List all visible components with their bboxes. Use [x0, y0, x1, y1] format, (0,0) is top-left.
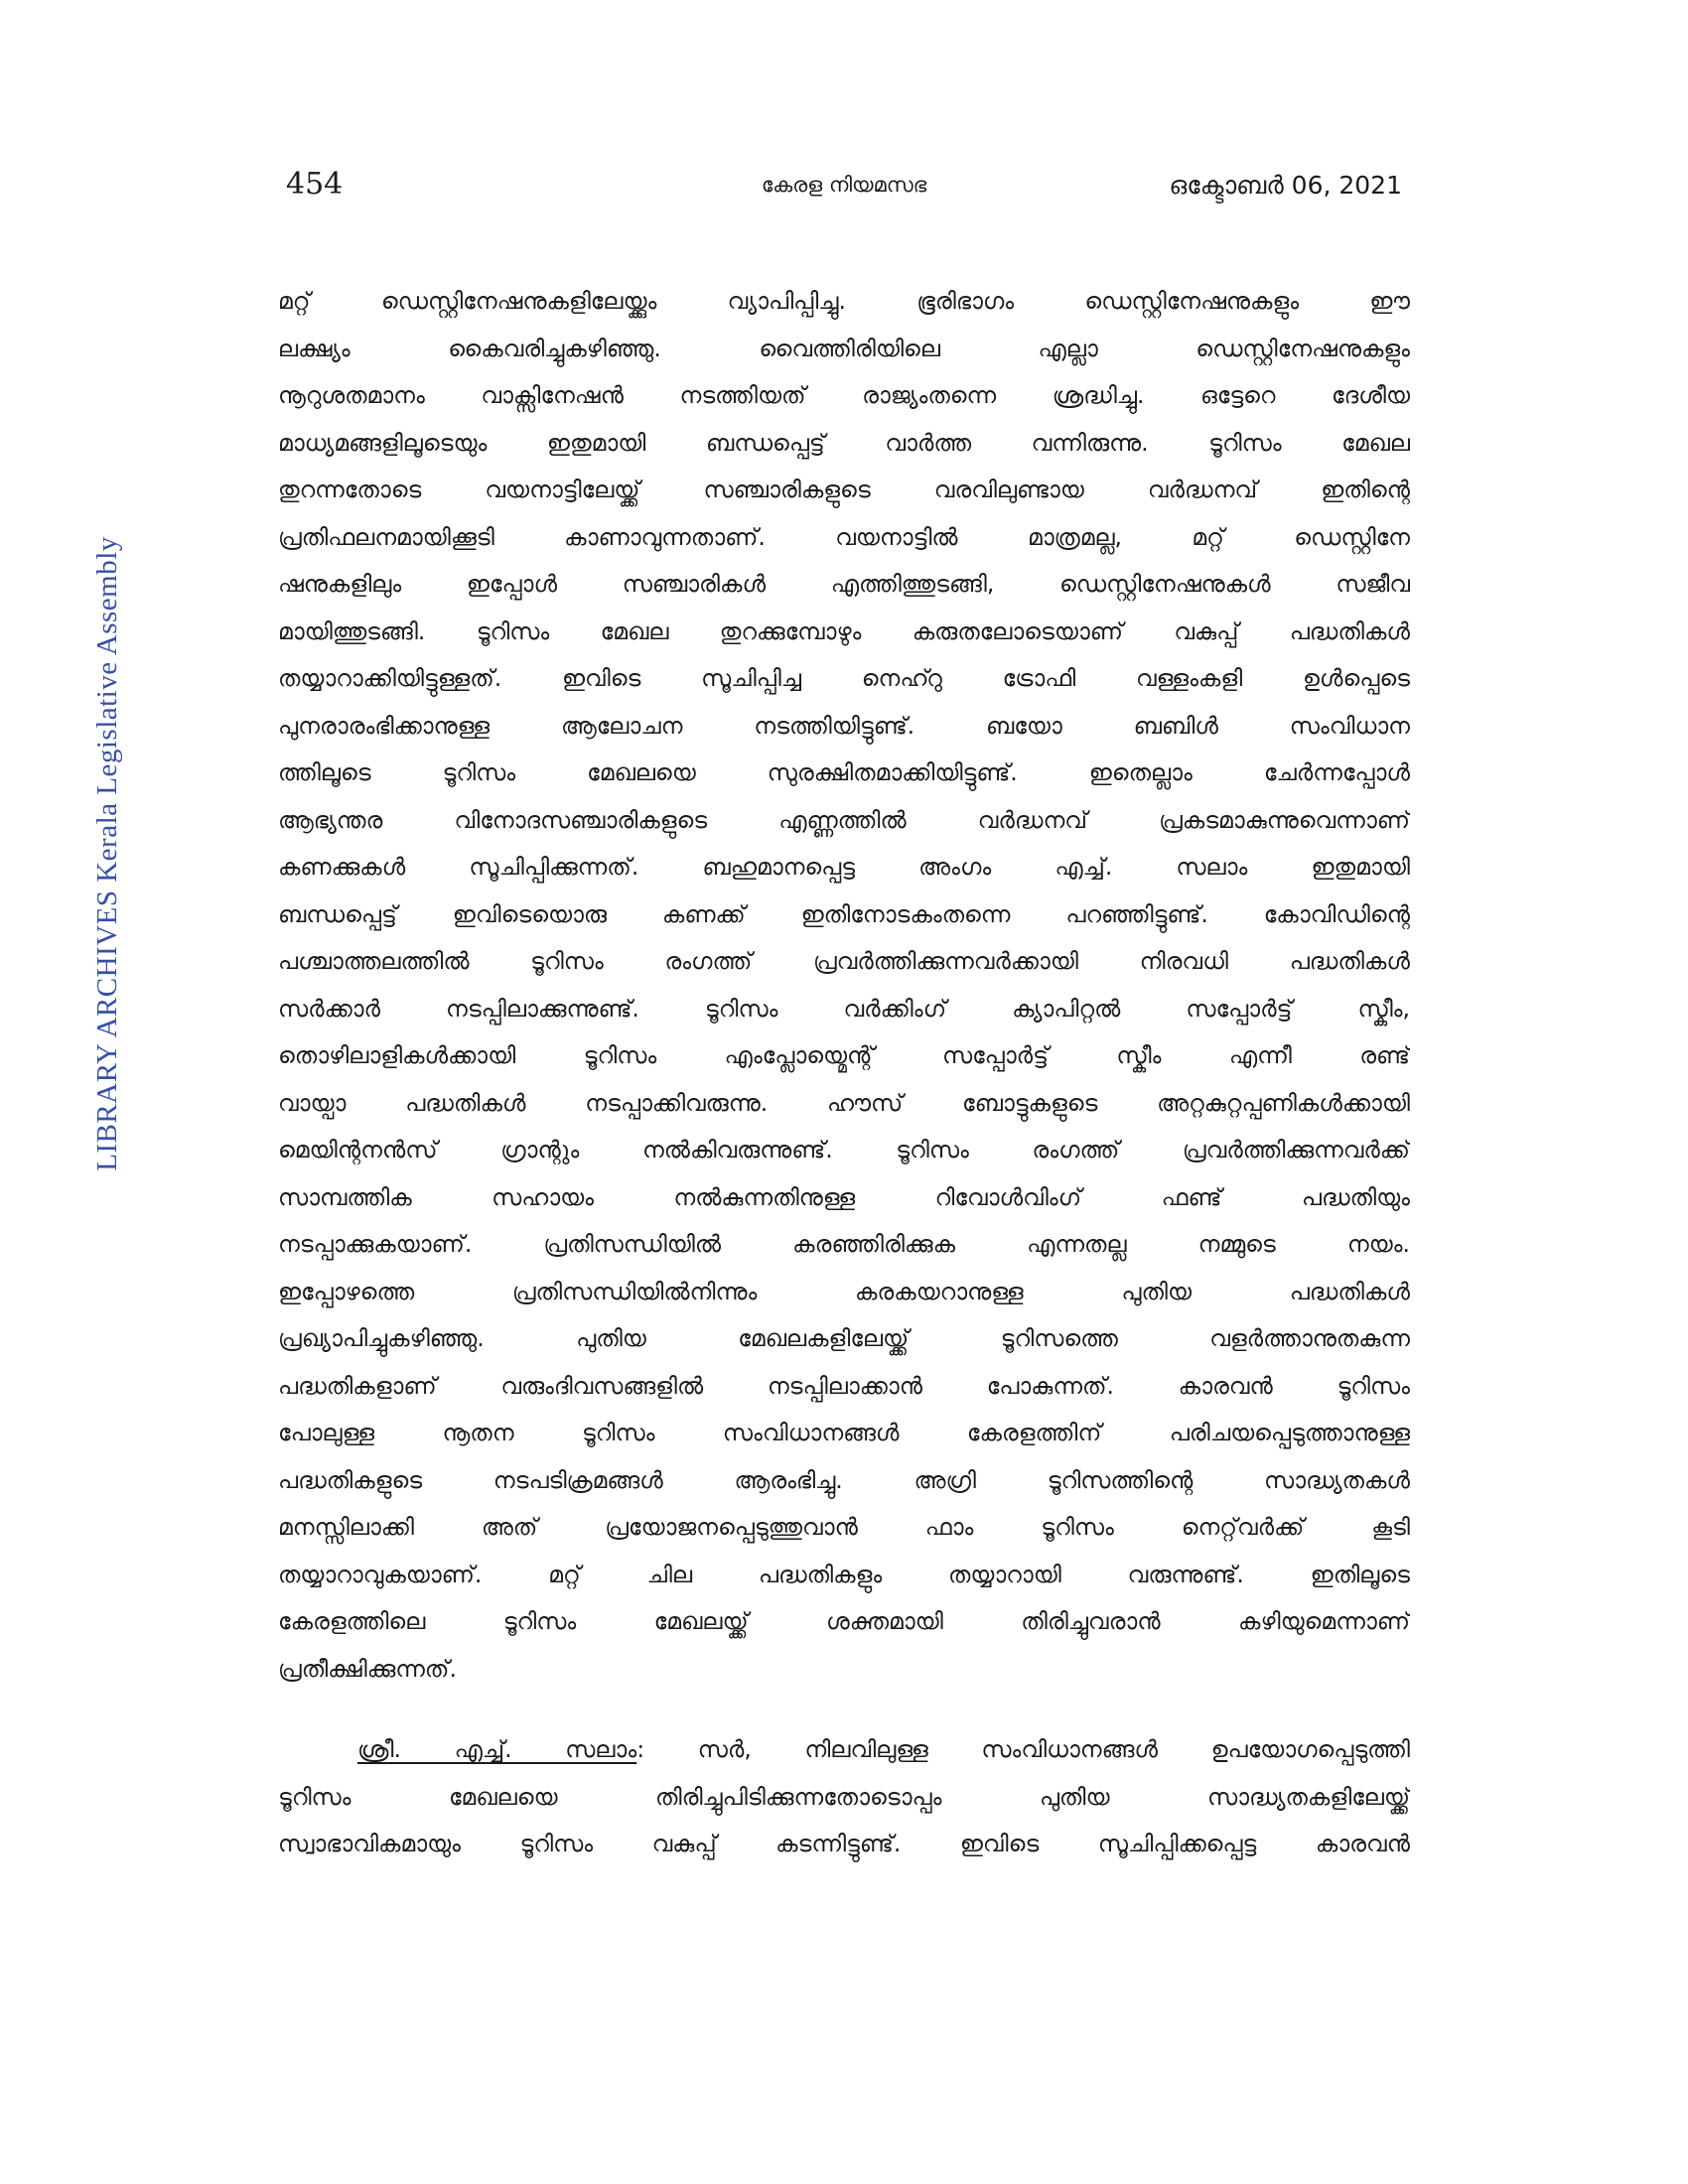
minister-reply-paragraph [278, 278, 1410, 1693]
text-line: പുനരാരംഭിക്കാനുള്ള ആലോചന നടത്തിയിട്ടുണ്ട്. ബയോ ബബിൾ സംവിധാന [278, 711, 1410, 740]
text-line: ഷനുകളിലും ഇപ്പോൾ സഞ്ചാരികൾ എത്തിത്തുടങ്ങി, ഡെസ്റ്റിനേഷനുകൾ സജീവ [278, 570, 1410, 598]
running-title: കേരള നിയമസഭ [761, 173, 927, 197]
text-line: നടപ്പാക്കുകയാണ്. പ്രതിസന്ധിയിൽ കരഞ്ഞിരിക്കുക എന്നതല്ല നമ്മുടെ നയം. [278, 1230, 1410, 1258]
body-text [278, 278, 1410, 1868]
page-date: ഒക്ടോബർ 06, 2021 [1169, 171, 1402, 200]
text-line: തുറന്നതോടെ വയനാട്ടിലേയ്ക്ക് സഞ്ചാരികളുടെ വരവിലുണ്ടായ വർദ്ധനവ് ഇതിന്റെ [278, 476, 1410, 503]
member-question-paragraph [278, 1726, 1410, 1868]
text-line: തയ്യാറാവുകയാണ്. മറ്റ് ചില പദ്ധതികളും തയ്യാറായി വരുന്നുണ്ട്. ഇതിലൂടെ [278, 1560, 1410, 1588]
text-line [278, 1726, 1410, 1774]
text-line: ബന്ധപ്പെട്ട് ഇവിടെയൊരു കണക്ക് ഇതിനോടകംതന്നെ പറഞ്ഞിട്ടുണ്ട്. കോവിഡിന്റെ [278, 899, 1410, 928]
text-line: തൊഴിലാളികൾക്കായി ടൂറിസം എംപ്ലോയ്മെന്റ് സപ്പോർട്ട് സ്കീം എന്നീ രണ്ട് [278, 1041, 1410, 1069]
text-line: മറ്റ് ഡെസ്റ്റിനേഷനുകളിലേയ്ക്കും വ്യാപിപ്പിച്ചു. ഭൂരിഭാഗം ഡെസ്റ്റിനേഷനുകളും ഈ [278, 287, 1410, 315]
text-line: ആഭ്യന്തര വിനോദസഞ്ചാരികളുടെ എണ്ണത്തിൽ വർദ്ധനവ് പ്രകടമാകുന്നുവെന്നാണ് [278, 805, 1410, 834]
text-line: തയ്യാറാക്കിയിട്ടുള്ളത്. ഇവിടെ സൂചിപ്പിച്ച നെഹ്റു ട്രോഫി വള്ളംകളി ഉൾപ്പെടെ [278, 664, 1410, 692]
text-line: സാമ്പത്തിക സഹായം നൽകുന്നതിനുള്ള റിവോൾവിംഗ് ഫണ്ട് പദ്ധതിയും [278, 1182, 1410, 1211]
text-line: കണക്കുകൾ സൂചിപ്പിക്കുന്നത്. ബഹുമാനപ്പെട്ട അംഗം എച്ച്. സലാം ഇതുമായി [278, 853, 1410, 881]
text-line: പ്രതീക്ഷിക്കുന്നത്. [278, 1654, 457, 1683]
text-line: പ്രഖ്യാപിച്ചുകഴിഞ്ഞു. പുതിയ മേഖലകളിലേയ്ക്ക് ടൂറിസത്തെ വളർത്താനുതകുന്ന [278, 1324, 1410, 1352]
text-line: പശ്ചാത്തലത്തിൽ ടൂറിസം രംഗത്ത് പ്രവർത്തിക്കുന്നവർക്കായി നിരവധി പദ്ധതികൾ [278, 947, 1410, 975]
speaker-name: ശ്രീ. എച്ച്. സലാം [357, 1735, 637, 1763]
text-line: ഇപ്പോഴത്തെ പ്രതിസന്ധിയിൽനിന്നും കരകയറാനുള്ള പുതിയ പദ്ധതികൾ [278, 1277, 1410, 1305]
text-line: പദ്ധതികളാണ് വരുംദിവസങ്ങളിൽ നടപ്പിലാക്കാൻ പോകുന്നത്. കാരവൻ ടൂറിസം [278, 1371, 1410, 1400]
archive-watermark: LIBRARY ARCHIVES Kerala Legislative Assembly [91, 536, 123, 1171]
page-number: 454 [286, 167, 344, 202]
speaker-text: : സർ, നിലവിലുള്ള സംവിധാനങ്ങൾ ഉപയോഗപ്പെടുത്തി [636, 1735, 1410, 1763]
text-line: ത്തിലൂടെ ടൂറിസം മേഖലയെ സുരക്ഷിതമാക്കിയിട്ടുണ്ട്. ഇതെല്ലാം ചേർന്നപ്പോൾ [278, 758, 1410, 786]
text-line: വായ്പാ പദ്ധതികൾ നടപ്പാക്കിവരുന്നു. ഹൗസ് ബോട്ടുകളുടെ അറ്റകുറ്റപ്പണികൾക്കായി [278, 1088, 1410, 1117]
text-line: നൂറുശതമാനം വാക്സിനേഷൻ നടത്തിയത് രാജ്യംതന്നെ ശ്രദ്ധിച്ചു. ഒട്ടേറെ ദേശീയ [278, 381, 1410, 409]
text-line: മനസ്സിലാക്കി അത് പ്രയോജനപ്പെടുത്തുവാൻ ഫാം ടൂറിസം നെറ്റ്‌വർക്ക് കൂടി [278, 1513, 1410, 1541]
text-line: സർക്കാർ നടപ്പിലാക്കുന്നുണ്ട്. ടൂറിസം വർക്കിംഗ് ക്യാപിറ്റൽ സപ്പോർട്ട് സ്കീം, [278, 994, 1410, 1023]
text-line: മായിത്തുടങ്ങി. ടൂറിസം മേഖല തുറക്കുമ്പോഴും കരുതലോടെയാണ് വകുപ്പ് പദ്ധതികൾ [278, 616, 1410, 645]
text-line: പ്രതിഫലനമായിക്കൂടി കാണാവുന്നതാണ്. വയനാട്ടിൽ മാത്രമല്ല, മറ്റ് ഡെസ്റ്റിനേ [278, 522, 1410, 551]
text-line: മാധ്യമങ്ങളിലൂടെയും ഇതുമായി ബന്ധപ്പെട്ട് വാർത്ത വന്നിരുന്നു. ടൂറിസം മേഖല [278, 428, 1410, 457]
text-line: സ്വാഭാവികമായും ടൂറിസം വകുപ്പ് കടന്നിട്ടുണ്ട്. ഇവിടെ സൂചിപ്പിക്കപ്പെട്ട കാരവൻ [278, 1830, 1410, 1857]
paragraph-gap [278, 1693, 1410, 1726]
text-line: മെയിന്റനൻസ് ഗ്രാന്റും നൽകിവരുന്നുണ്ട്. ടൂറിസം രംഗത്ത് പ്രവർത്തിക്കുന്നവർക്ക് [278, 1136, 1410, 1163]
text-line: പദ്ധതികളുടെ നടപടിക്രമങ്ങൾ ആരംഭിച്ചു. അഗ്രി ടൂറിസത്തിന്റെ സാദ്ധ്യതകൾ [278, 1465, 1410, 1494]
text-line: ടൂറിസം മേഖലയെ തിരിച്ചുപിടിക്കുന്നതോടൊപ്പം പുതിയ സാദ്ധ്യതകളിലേയ്ക്ക് [278, 1782, 1410, 1811]
text-line: കേരളത്തിലെ ടൂറിസം മേഖലയ്ക്ക് ശക്തമായി തിരിച്ചുവരാൻ കഴിയുമെന്നാണ് [278, 1607, 1410, 1635]
text-line: പോലുള്ള നൂതന ടൂറിസം സംവിധാനങ്ങൾ കേരളത്തിന് പരിചയപ്പെടുത്താനുള്ള [278, 1419, 1410, 1446]
text-line: ലക്ഷ്യം കൈവരിച്ചുകഴിഞ്ഞു. വൈത്തിരിയിലെ എല്ലാ ഡെസ്റ്റിനേഷനുകളും [278, 334, 1410, 362]
